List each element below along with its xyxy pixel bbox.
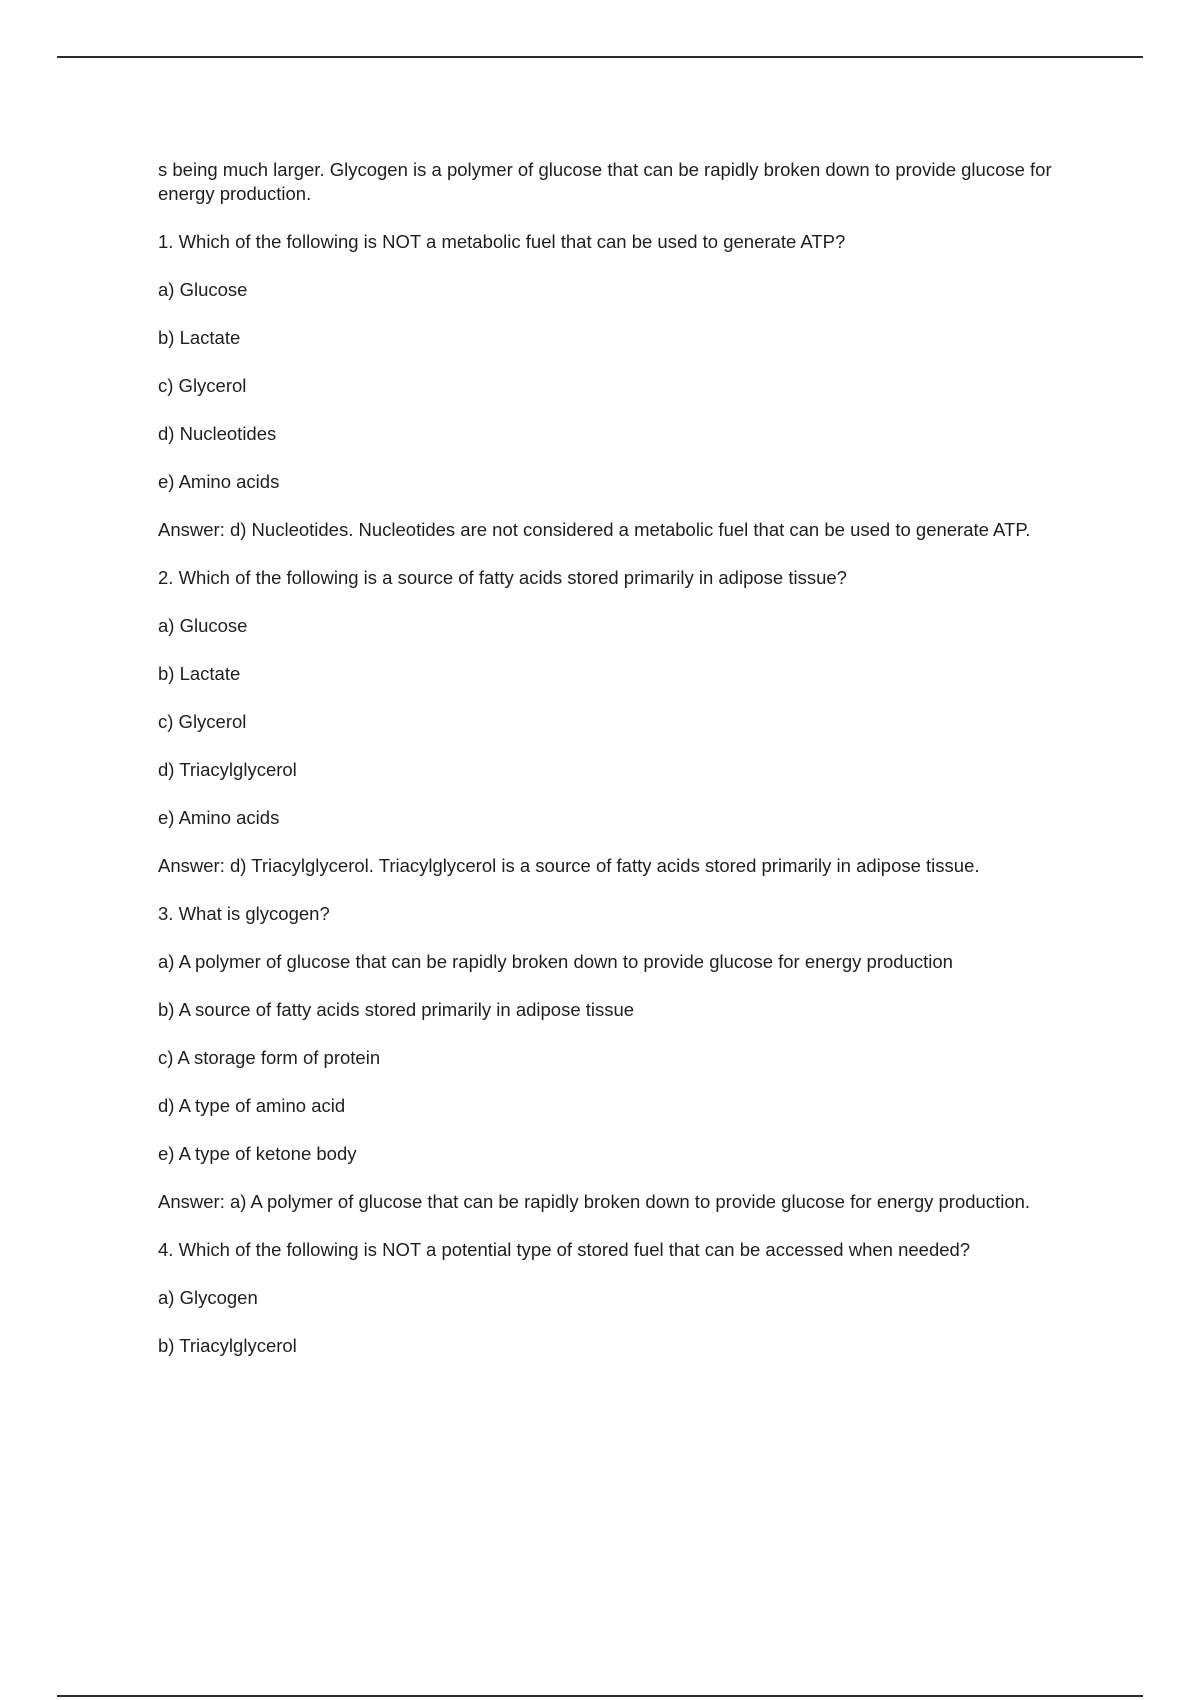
question-3-option-b: b) A source of fatty acids stored primarily in adipose tissue bbox=[158, 999, 635, 1020]
question-2-option-c: c) Glycerol bbox=[158, 711, 247, 732]
question-2-option-e: e) Amino acids bbox=[158, 807, 280, 828]
question-1-option-b: b) Lactate bbox=[158, 327, 241, 348]
question-3-option-d: d) A type of amino acid bbox=[158, 1095, 346, 1116]
intro-paragraph: s being much larger. Glycogen is a polymer of glucose that can be rapidly broken down to provide glucose for energy production. bbox=[158, 159, 1052, 204]
question-4-option-a: a) Glycogen bbox=[158, 1287, 258, 1308]
question-4: 4. Which of the following is NOT a potential type of stored fuel that can be accessed when needed? bbox=[158, 1239, 971, 1260]
question-1: 1. Which of the following is NOT a metabolic fuel that can be used to generate ATP? bbox=[158, 231, 846, 252]
question-3: 3. What is glycogen? bbox=[158, 903, 330, 924]
question-2-answer: Answer: d) Triacylglycerol. Triacylglycerol is a source of fatty acids stored primarily in adipose tissue. bbox=[158, 855, 980, 876]
question-3-option-a: a) A polymer of glucose that can be rapidly broken down to provide glucose for energy production bbox=[158, 951, 953, 972]
question-1-option-c: c) Glycerol bbox=[158, 375, 247, 396]
question-3-answer: Answer: a) A polymer of glucose that can be rapidly broken down to provide glucose for energy production. bbox=[158, 1191, 1031, 1212]
footer-rule bbox=[57, 1695, 1143, 1697]
question-3-option-c: c) A storage form of protein bbox=[158, 1047, 381, 1068]
question-1-option-d: d) Nucleotides bbox=[158, 423, 277, 444]
page-content bbox=[158, 158, 1078, 1382]
question-1-option-a: a) Glucose bbox=[158, 279, 248, 300]
question-1-option-e: e) Amino acids bbox=[158, 471, 280, 492]
question-2: 2. Which of the following is a source of fatty acids stored primarily in adipose tissue? bbox=[158, 567, 847, 588]
question-1-answer: Answer: d) Nucleotides. Nucleotides are not considered a metabolic fuel that can be used to generate ATP. bbox=[158, 519, 1031, 540]
question-4-option-b: b) Triacylglycerol bbox=[158, 1335, 297, 1356]
question-2-option-d: d) Triacylglycerol bbox=[158, 759, 297, 780]
question-3-option-e: e) A type of ketone body bbox=[158, 1143, 357, 1164]
question-2-option-b: b) Lactate bbox=[158, 663, 241, 684]
question-2-option-a: a) Glucose bbox=[158, 615, 248, 636]
header-rule bbox=[57, 56, 1143, 58]
